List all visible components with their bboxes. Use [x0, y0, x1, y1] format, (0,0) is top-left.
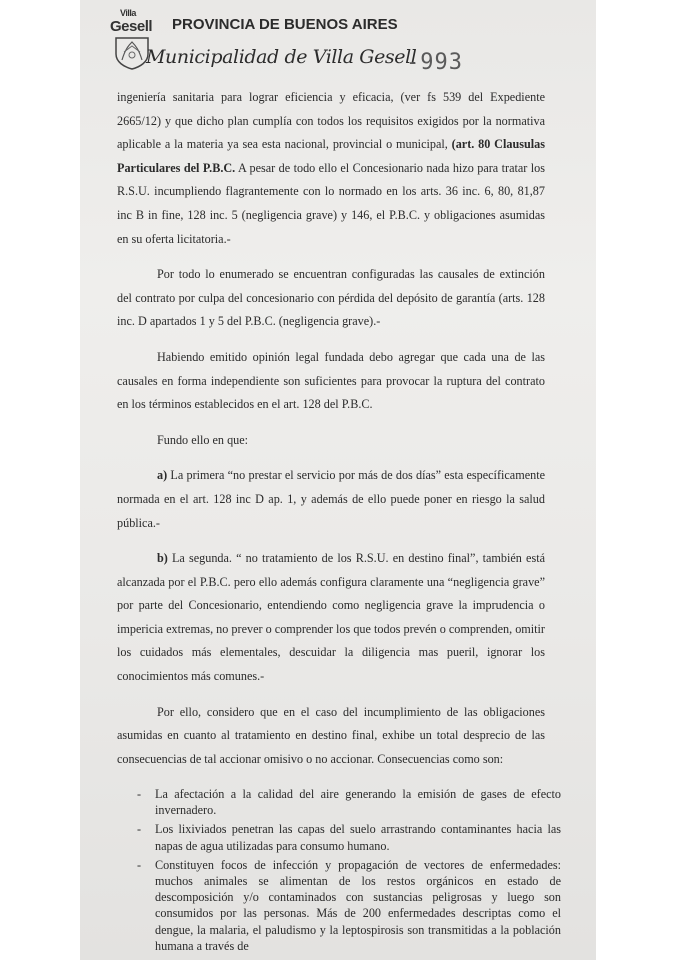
paragraph-7: Por ello, considero que en el caso del incumplimiento de las obligaciones asumidas en cuanto al tratamiento en destino final, exhibe un total desprecio de las consecuencias de tal accionar omisivo o no accionar. Consecuencias como son:: [117, 704, 545, 766]
paragraph-1: ingeniería sanitaria para lograr eficiencia y eficacia, (ver fs 539 del Expediente 2665/12) y que dicho plan cumplía con todos los requisitos exigidos por la normativa aplicable a la materia ya sea esta nacional, provincial o municipal, (art. 80 Clausulas Particulares del P.B.C. A pesar de todo ello el Concesionario nada hizo para tratar los R.S.U. incumpliendo flagrantemente con lo normado en los arts. 36 inc. 6, 80, 81,87 inc B in fine, 128 inc. 5 (negligencia grave) y 146, el P.B.C. y obligaciones asumidas en su oferta licitatoria.-: [117, 90, 545, 246]
paragraph-2: Por todo lo enumerado se encuentran configuradas las causales de extinción del contrato por culpa del concesionario con pérdida del depósito de garantía (arts. 128 inc. D apartados 1 y 5 del P.B.C. (negligencia grave).-: [117, 267, 545, 329]
municipality-heading: Municipalidad de Villa Gesell: [146, 46, 417, 68]
item-label-b: b): [157, 551, 168, 566]
paragraph-b: b) La segunda. “ no tratamiento de los R.S.U. en destino final”, también está alcanzada por el P.B.C. pero ello además configura claramente una “negligencia grave” por parte del Concesionario, entendiendo como negligencia grave la imprudencia o impericia extremas, no prever o comprender los que todos prevén o comprenden, omitir los cuidados más elementales, descuidar la diligencia mas pueril, ignorar los conocimientos más comunes.-: [117, 551, 545, 684]
bold-reference: (art. 80 Clausulas Particulares del P.B.C.: [117, 137, 545, 175]
paragraph-4: Fundo ello en que:: [157, 432, 249, 447]
paragraph-3: Habiendo emitido opinión legal fundada debo agregar que cada una de las causales en forma independiente son suficientes para provocar la ruptura del contrato en los términos establecidos en el art. 128 del P.B.C.: [117, 349, 545, 412]
document-body: [117, 86, 545, 771]
consequences-list: [137, 786, 561, 957]
logo-text-small: Villa: [120, 8, 136, 18]
list-item: - Los lixiviados penetran las capas del suelo arrastrando contaminantes hacia las napas de agua utilizadas para consumo humano.: [137, 822, 561, 853]
logo-text-large: Gesell: [110, 18, 153, 35]
shield-icon: [114, 36, 150, 70]
province-heading: PROVINCIA DE BUENOS AIRES: [172, 16, 398, 33]
item-label-a: a): [157, 468, 168, 483]
list-item: - La afectación a la calidad del aire generando la emisión de gases de efecto invernadero.: [137, 787, 561, 818]
paragraph-a: a) La primera “no prestar el servicio por más de dos días” esta específicamente normada en el art. 128 inc D ap. 1, y además de ello puede poner en riesgo la salud pública.-: [117, 468, 545, 530]
letterhead: [110, 4, 590, 76]
page-number-stamp: -993: [406, 50, 463, 75]
list-item: - Constituyen focos de infección y propagación de vectores de enfermedades: muchos animales se alimentan de los restos orgánicos en estado de descomposición y/o contaminados con sustancias peligrosas y luego son consumidos por las personas. Más de 200 enfermedades descriptas como el dengue, la malaria, el paludismo y la leptospirosis son transmitidas a la población humana a través de: [137, 857, 561, 953]
